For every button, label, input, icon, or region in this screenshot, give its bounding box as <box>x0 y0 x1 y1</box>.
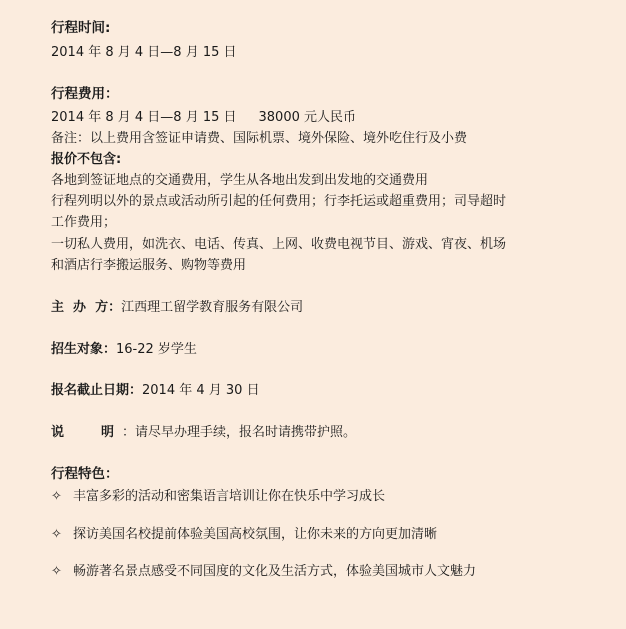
cost-dates: 2014 年 8 月 4 日—8 月 15 日 <box>51 110 237 125</box>
schedule-heading: 行程时间: <box>51 20 111 36</box>
diamond-bullet-icon: ✧ <box>51 564 62 579</box>
cost-amount: 38000 元人民币 <box>258 110 356 125</box>
remarks-row <box>51 425 356 441</box>
cost-line <box>51 110 356 126</box>
remarks-label-a: 说 <box>51 425 65 440</box>
deadline-value: 2014 年 4 月 30 日 <box>142 383 260 398</box>
feature-item <box>51 527 437 543</box>
organizer-label: 主 办 方： <box>51 300 122 315</box>
enrollment-label: 招生对象： <box>51 342 117 357</box>
excluded-line: 和酒店行李搬运服务、购物等费用 <box>51 258 247 273</box>
excluded-line: 各地到签证地点的交通费用，学生从各地出发到出发地的交通费用 <box>51 173 429 188</box>
deadline-label: 报名截止日期： <box>51 383 143 398</box>
feature-text: 探访美国名校提前体验美国高校氛围，让你未来的方向更加清晰 <box>73 527 438 542</box>
feature-item <box>51 489 385 505</box>
cost-note-label: 备注： <box>51 131 91 146</box>
excluded-heading: 报价不包含: <box>51 152 122 167</box>
schedule-dates: 2014 年 8 月 4 日—8 月 15 日 <box>51 45 237 60</box>
cost-note-text: 以上费用含签证申请费、国际机票、境外保险、境外吃住行及小费 <box>90 131 468 146</box>
cost-note <box>51 131 467 147</box>
deadline-row <box>51 383 260 399</box>
organizer-value: 江西理工留学教育服务有限公司 <box>121 300 304 315</box>
diamond-bullet-icon: ✧ <box>51 527 62 542</box>
feature-item <box>51 564 476 580</box>
organizer-row <box>51 300 303 316</box>
feature-text: 畅游著名景点感受不同国度的文化及生活方式，体验美国城市人文魅力 <box>73 564 477 579</box>
feature-text: 丰富多彩的活动和密集语言培训让你在快乐中学习成长 <box>73 489 386 504</box>
cost-heading: 行程费用： <box>51 86 119 102</box>
remarks-value: ：请尽早办理手续，报名时请携带护照。 <box>122 425 357 440</box>
diamond-bullet-icon: ✧ <box>51 489 62 504</box>
features-heading: 行程特色： <box>51 466 119 482</box>
enrollment-value: 16-22 岁学生 <box>116 342 197 357</box>
remarks-label-b: 明 <box>101 425 115 440</box>
excluded-line: 工作费用； <box>51 215 117 230</box>
enrollment-row <box>51 342 197 358</box>
excluded-line: 行程列明以外的景点或活动所引起的任何费用；行李托运或超重费用；司导超时 <box>51 194 507 209</box>
excluded-line: 一切私人费用，如洗衣、电话、传真、上网、收费电视节目、游戏、宵夜、机场 <box>51 237 507 252</box>
